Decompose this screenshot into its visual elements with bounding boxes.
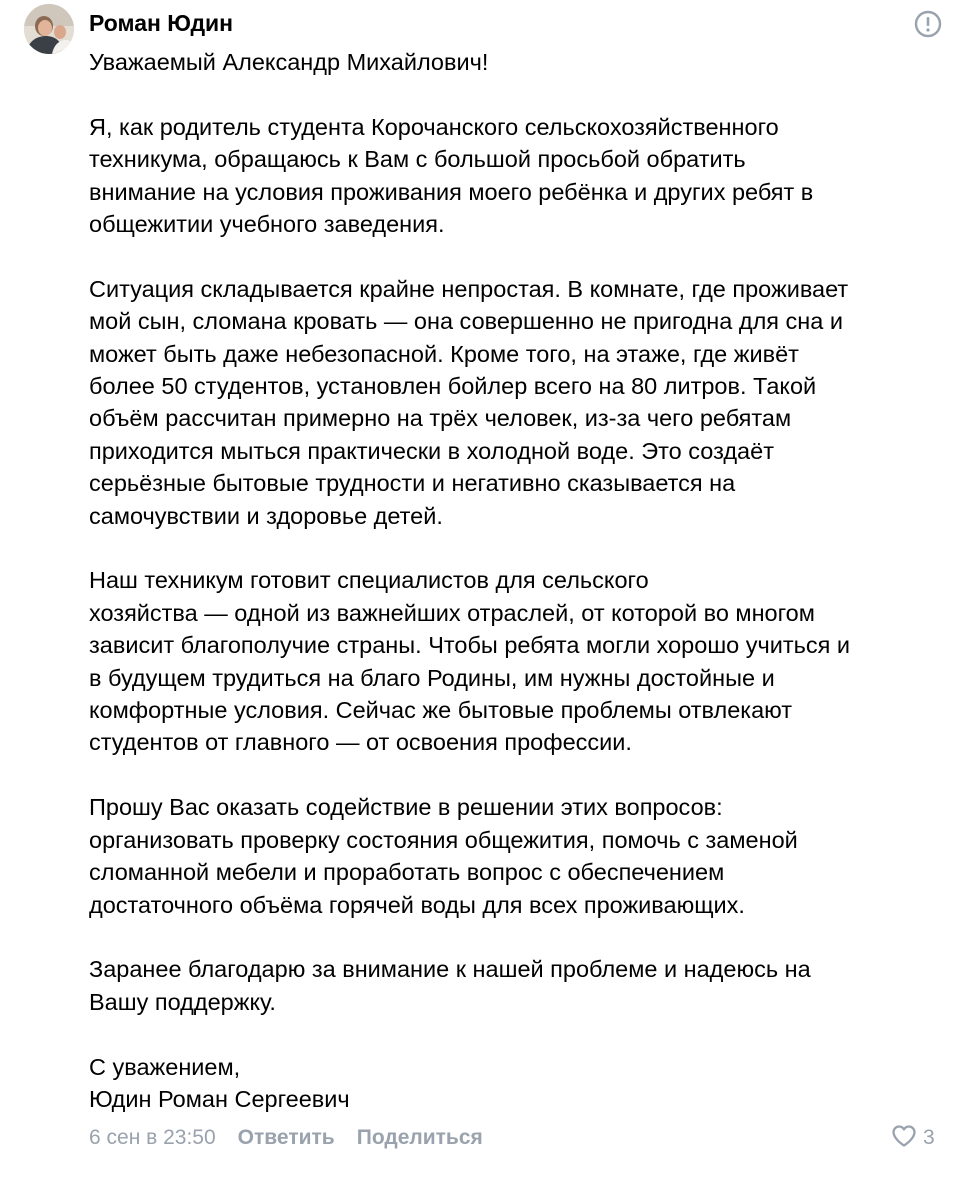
text-line: Юдин Роман Сергеевич <box>89 1085 350 1112</box>
text-line: Заранее благодарю за внимание к нашей проблеме и надеюсь на <box>89 956 811 983</box>
text-line: С уважением, <box>89 1053 241 1080</box>
reply-button[interactable]: Ответить <box>237 1126 335 1149</box>
text-line: Наш техникум готовит специалистов для сельского <box>89 567 649 594</box>
text-line: техникума, обращаюсь к Вам с большой просьбой обратить <box>89 146 746 173</box>
paragraph-gap <box>89 759 959 791</box>
text-line: студентов от главного — от освоения профессии. <box>89 729 632 756</box>
text-line: Уважаемый Александр Михайлович! <box>89 49 489 75</box>
text-line: самочувствии и здоровье детей. <box>89 502 443 529</box>
text-line: приходится мыться практически в холодной воде. Это создаёт <box>89 437 774 464</box>
text-line: зависит благополучие страны. Чтобы ребята могли хорошо учиться и <box>89 632 851 659</box>
text-line: Прошу Вас оказать содействие в решении этих вопросов: <box>89 794 723 821</box>
paragraph-gap <box>89 1018 959 1050</box>
text-line: организовать проверку состояния общежития, помочь с заменой <box>89 826 798 853</box>
text-line: в будущем трудиться на благо Родины, им нужны достойные и <box>89 664 775 691</box>
paragraph-gap <box>89 78 959 110</box>
like-button[interactable] <box>891 1122 935 1154</box>
avatar[interactable] <box>24 4 74 54</box>
text-line: более 50 студентов, установлен бойлер всего на 80 литров. Такой <box>89 373 817 400</box>
text-line: мой сын, сломана кровать — она совершенно не пригодна для сна и <box>89 308 844 335</box>
text-line: общежитии учебного заведения. <box>89 211 445 238</box>
text-line: внимание на условия проживания моего ребёнка и других ребят в <box>89 178 814 205</box>
share-button[interactable]: Поделиться <box>356 1126 483 1149</box>
text-line: сломанной мебели и проработать вопрос с обеспечением <box>89 859 725 886</box>
text-line: серьёзные бытовые трудности и негативно сказывается на <box>89 470 736 497</box>
comment-text <box>89 46 959 1115</box>
text-line: Вашу поддержку. <box>89 988 276 1015</box>
text-line: Я, как родитель студента Корочанского сельскохозяйственного <box>89 113 779 140</box>
text-line: объём рассчитан примерно на трёх человек, из-за чего ребятам <box>89 405 792 432</box>
paragraph-gap <box>89 532 959 564</box>
text-line: может быть даже небезопасной. Кроме того, на этаже, где живёт <box>89 340 799 367</box>
author-name[interactable]: Роман Юдин <box>89 10 234 36</box>
text-line: достаточного объёма горячей воды для всех проживающих. <box>89 891 745 918</box>
text-line: хозяйства — одной из важнейших отраслей, от которой во многом <box>89 599 815 626</box>
like-count: 3 <box>923 1126 935 1149</box>
report-button[interactable] <box>913 9 943 39</box>
paragraph-gap <box>89 240 959 272</box>
comment-footer <box>89 1122 483 1154</box>
heart-outline-icon <box>891 1124 917 1148</box>
user-photo-avatar <box>24 4 74 54</box>
text-line: Ситуация складывается крайне непростая. В комнате, где проживает <box>89 275 849 302</box>
paragraph-gap <box>89 921 959 953</box>
comment-date[interactable]: 6 сен в 23:50 <box>89 1126 216 1149</box>
text-line: комфортные условия. Сейчас же бытовые проблемы отвлекают <box>89 697 793 724</box>
exclamation-circle-icon <box>913 9 943 39</box>
